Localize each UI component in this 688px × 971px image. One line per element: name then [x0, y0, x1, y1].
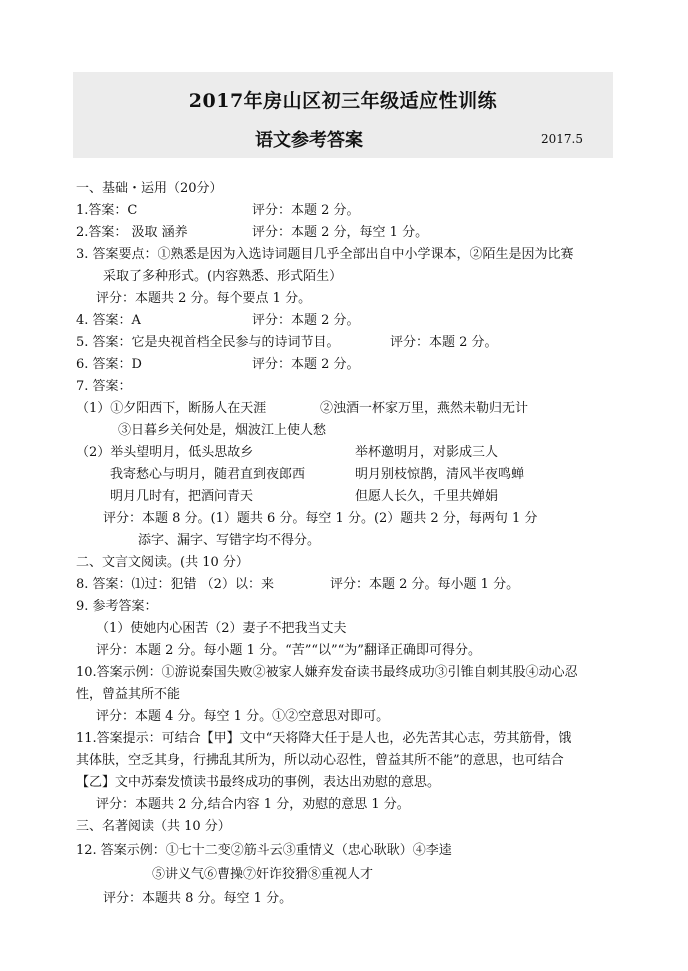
- answer-line: 9. 参考答案：: [76, 599, 158, 614]
- answer-line: 1.答案：C: [76, 203, 138, 218]
- section-heading: 三、名著阅读（共 10 分）: [76, 819, 231, 834]
- score-line: 评分：本题 2 分。每小题 1 分。: [330, 577, 520, 592]
- answer-line: 4. 答案：A: [76, 313, 141, 328]
- header-banner: [73, 72, 613, 158]
- answer-line: 其体肤，空乏其身，行拂乱其所为，所以动心忍性，曾益其所不能”的意思，也可结合: [76, 753, 564, 768]
- document-date: 2017.5: [541, 132, 583, 146]
- section-heading: 二、文言文阅读。(共 10 分）: [76, 555, 249, 570]
- score-line: 评分：本题 2 分。: [252, 357, 360, 372]
- poem-line: 举杯邀明月，对影成三人: [355, 445, 499, 460]
- poem-line: 明月别枝惊鹊，清风半夜鸣蝉: [355, 467, 525, 482]
- score-line: 评分：本题 8 分。(1）题共 6 分。每空 1 分。(2）题共 2 分，每两句 1 分: [103, 511, 538, 526]
- answer-line: 10.答案示例：①游说秦国失败②被家人嫌弃发奋读书最终成功③引锥自刺其股④动心忍: [76, 665, 578, 680]
- score-line: 评分：本题 2 分。: [390, 335, 498, 350]
- page-subtitle: 语文参考答案: [255, 130, 363, 151]
- score-line: 评分：本题共 2 分,结合内容 1 分，劝慰的意思 1 分。: [96, 797, 410, 812]
- poem-line: 我寄愁心与明月，随君直到夜郎西: [110, 467, 306, 482]
- poem-line: ③日暮乡关何处是，烟波江上使人愁: [118, 423, 327, 438]
- answer-line: 【乙】文中苏秦发愤读书最终成功的事例，表达出劝慰的意思。: [76, 775, 441, 790]
- poem-line: 但愿人长久，千里共婵娟: [355, 489, 499, 504]
- answer-line: 5. 答案：它是央视首档全民参与的诗词节目。: [76, 335, 340, 350]
- score-line: 评分：本题 2 分。: [252, 313, 360, 328]
- answer-line: （1）使她内心困苦（2）妻子不把我当丈夫: [96, 621, 347, 636]
- poem-line: ②浊酒一杯家万里，燕然未勒归无计: [320, 401, 529, 416]
- answer-line: 2.答案： 汲取 涵养: [76, 225, 188, 240]
- answer-line: 3. 答案要点：①熟悉是因为入选诗词题目几乎全部出自中小学课本，②陌生是因为比赛: [76, 247, 574, 262]
- poem-line: 明月几时有，把酒问青天: [110, 489, 254, 504]
- section-heading: 一、基础・运用（20分）: [76, 181, 223, 196]
- answer-line: 6. 答案：D: [76, 357, 142, 372]
- score-line: 评分：本题共 8 分。每空 1 分。: [103, 891, 293, 906]
- answer-line: ⑤讲义气⑥曹操⑦奸诈狡猾⑧重视人才: [152, 867, 374, 882]
- answer-line: 12. 答案示例：①七十二变②筋斗云③重情义（忠心耿耿）④李逵: [76, 843, 452, 858]
- score-line: 评分：本题 2 分，每空 1 分。: [252, 225, 429, 240]
- answer-line: 7. 答案：: [76, 379, 132, 394]
- score-line: 评分：本题共 2 分。每个要点 1 分。: [96, 291, 312, 306]
- poem-line: （1）①夕阳西下，断肠人在天涯: [76, 401, 267, 416]
- score-line: 评分：本题 4 分。每空 1 分。①②空意思对即可。: [96, 709, 390, 724]
- answer-line: 8. 答案：⑴过：犯错 （2）以：来: [76, 577, 274, 592]
- score-line: 评分：本题 2 分。: [252, 203, 360, 218]
- score-line: 添字、漏字、写错字均不得分。: [138, 533, 321, 548]
- answer-line: 11.答案提示：可结合【甲】文中“天将降大任于是人也，必先苦其心志，劳其筋骨，饿: [76, 731, 572, 746]
- poem-line: （2）举头望明月，低头思故乡: [76, 445, 254, 460]
- answer-line: 采取了多种形式。(内容熟悉、形式陌生）: [103, 269, 343, 284]
- page-title: 2017年房山区初三年级适应性训练: [188, 90, 498, 112]
- score-line: 评分：本题 2 分。每小题 1 分。“苦”“以”“为”翻译正确即可得分。: [96, 643, 481, 658]
- answer-line: 性，曾益其所不能: [76, 687, 181, 702]
